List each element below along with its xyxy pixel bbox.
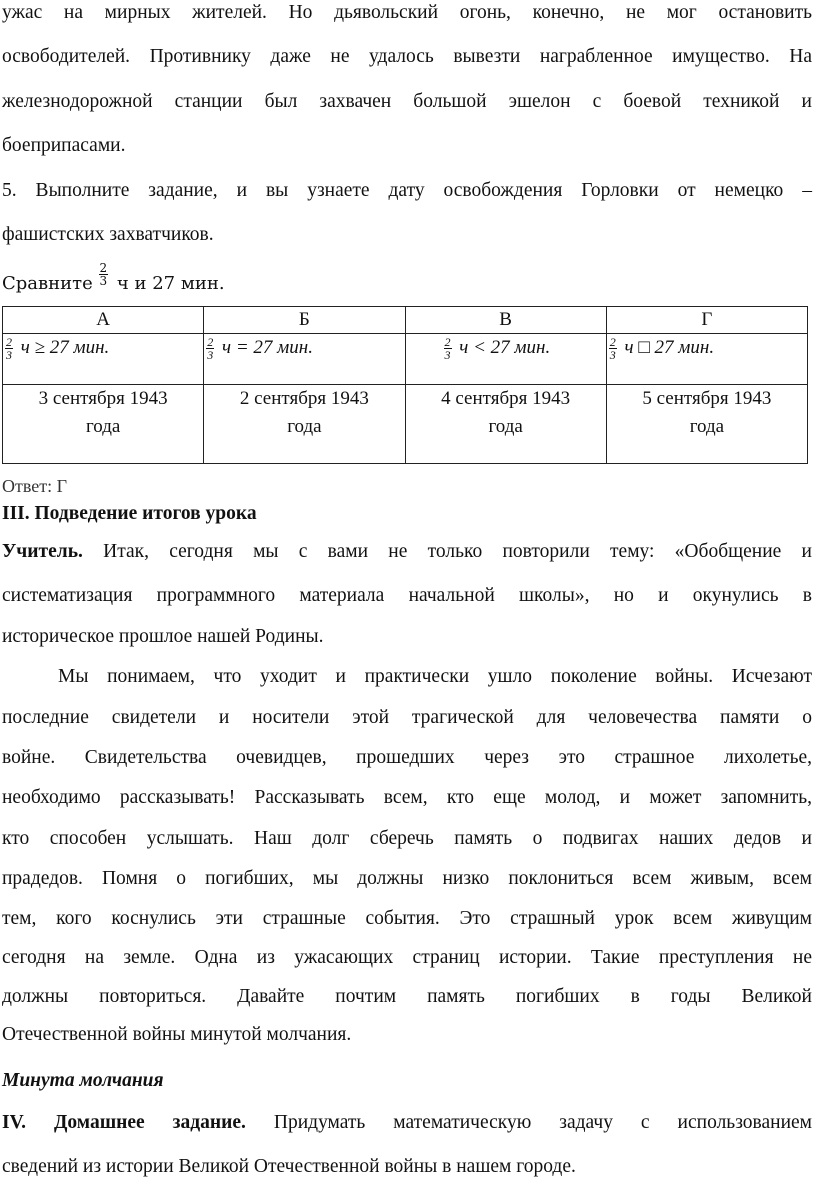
teacher-line-3: историческое прошлое нашей Родины.: [2, 626, 324, 647]
fraction: $\frac{2}{3}$: [6, 335, 12, 362]
header-cell-b: Б: [204, 307, 405, 334]
paragraph2-line-10: Отечественной войны минутой молчания.: [2, 1024, 352, 1045]
minute-of-silence: Минута молчания: [2, 1070, 164, 1091]
comparison-unit: мин.: [73, 336, 110, 358]
date-cell-g: 5 сентября 1943 года: [606, 385, 807, 464]
compare-line: [2, 262, 225, 294]
comparison-unit: мин.: [277, 336, 313, 358]
answer-line: Ответ: Г: [2, 476, 68, 496]
paragraph2-line-2: последние свидетели и носители этой трагической для человечества памяти о: [2, 707, 812, 728]
compare-prefix: Сравните: [2, 273, 93, 294]
paragraph2-line-1: Мы понимаем, что уходит и практически ушло поколение войны. Исчезают: [58, 666, 812, 687]
intro-line-2: освободителей. Противнику даже не удалось вывезти награбленное имущество. На: [2, 46, 812, 67]
compare-suffix: ч и 27 мин.: [116, 273, 225, 294]
teacher-line-1: [2, 541, 812, 563]
task5-line-1: 5. Выполните задание, и вы узнаете дату освобождения Горловки от немецко –: [2, 180, 812, 201]
teacher-label: Учитель.: [2, 541, 83, 562]
homework-text: Придумать математическую задачу с использованием: [273, 1112, 813, 1133]
comparison-expression: ч = 27: [222, 336, 273, 358]
comparison-expression: ч ≥ 27: [20, 336, 69, 358]
comparison-unit: мин.: [514, 336, 551, 358]
header-cell-a: А: [3, 307, 204, 334]
comparison-cell-v: [405, 334, 606, 385]
date-cell-b: 2 сентября 1943 года: [204, 385, 405, 464]
homework-line-1: [2, 1112, 812, 1134]
paragraph2-line-4: необходимо рассказывать! Рассказывать всем, кто еще молод, и может запомнить,: [2, 787, 812, 808]
paragraph2-line-8: сегодня на земле. Одна из ужасающих страниц истории. Такие преступления не: [2, 947, 812, 968]
date-cell-a: 3 сентября 1943 года: [3, 385, 204, 464]
comparison-cell-a: [3, 334, 204, 385]
comparison-expression: ч < 27: [459, 336, 510, 358]
date-cell-v: 4 сентября 1943 года: [405, 385, 606, 464]
homework-line-2: сведений из истории Великой Отечественной войны в нашем городе.: [2, 1156, 576, 1177]
task5-line-2: фашистских захватчиков.: [2, 224, 214, 245]
header-cell-g: Г: [606, 307, 807, 334]
fraction-denominator: 3: [99, 274, 108, 288]
comparison-expression: ч □ 27: [624, 336, 674, 358]
table-comparison-row: [3, 334, 808, 385]
paragraph2-line-7: тем, кого коснулись эти страшные события. Это страшный урок всем живущим: [2, 908, 812, 929]
section3-heading: III. Подведение итогов урока: [2, 503, 257, 524]
comparison-unit: мин.: [678, 336, 715, 358]
compare-fraction: [99, 262, 109, 287]
section4-heading: IV. Домашнее задание.: [2, 1112, 246, 1133]
paragraph2-line-6: прадедов. Помня о погибших, мы должны низко поклониться всем живым, всем: [2, 868, 812, 889]
teacher-line-2: систематизация программного материала начальной школы», но и окунулись в: [2, 585, 812, 606]
fraction-numerator: 2: [99, 261, 108, 275]
answer-options-table: [2, 306, 808, 464]
table-header-row: [3, 307, 808, 334]
comparison-cell-b: [204, 334, 405, 385]
intro-line-4: боеприпасами.: [2, 135, 126, 156]
fraction: $\frac{2}{3}$: [444, 335, 451, 362]
paragraph2-line-5: кто способен услышать. Наш долг сберечь память о подвигах наших дедов и: [2, 828, 812, 849]
fraction: $\frac{2}{3}$: [207, 335, 214, 362]
intro-line-3: железнодорожной станции был захвачен большой эшелон с боевой техникой и: [2, 91, 812, 112]
teacher-text: Итак, сегодня мы с вами не только повторили тему: «Обобщение и: [103, 541, 812, 562]
header-cell-v: В: [405, 307, 606, 334]
intro-line-1: ужас на мирных жителей. Но дьявольский огонь, конечно, не мог остановить: [2, 2, 812, 23]
paragraph2-line-9: должны повториться. Давайте почтим память погибших в годы Великой: [2, 986, 812, 1007]
paragraph2-line-3: войне. Свидетельства очевидцев, прошедших через это страшное лихолетье,: [2, 747, 812, 768]
fraction: $\frac{2}{3}$: [609, 335, 616, 362]
comparison-cell-g: [606, 334, 807, 385]
table-date-row: [3, 385, 808, 464]
